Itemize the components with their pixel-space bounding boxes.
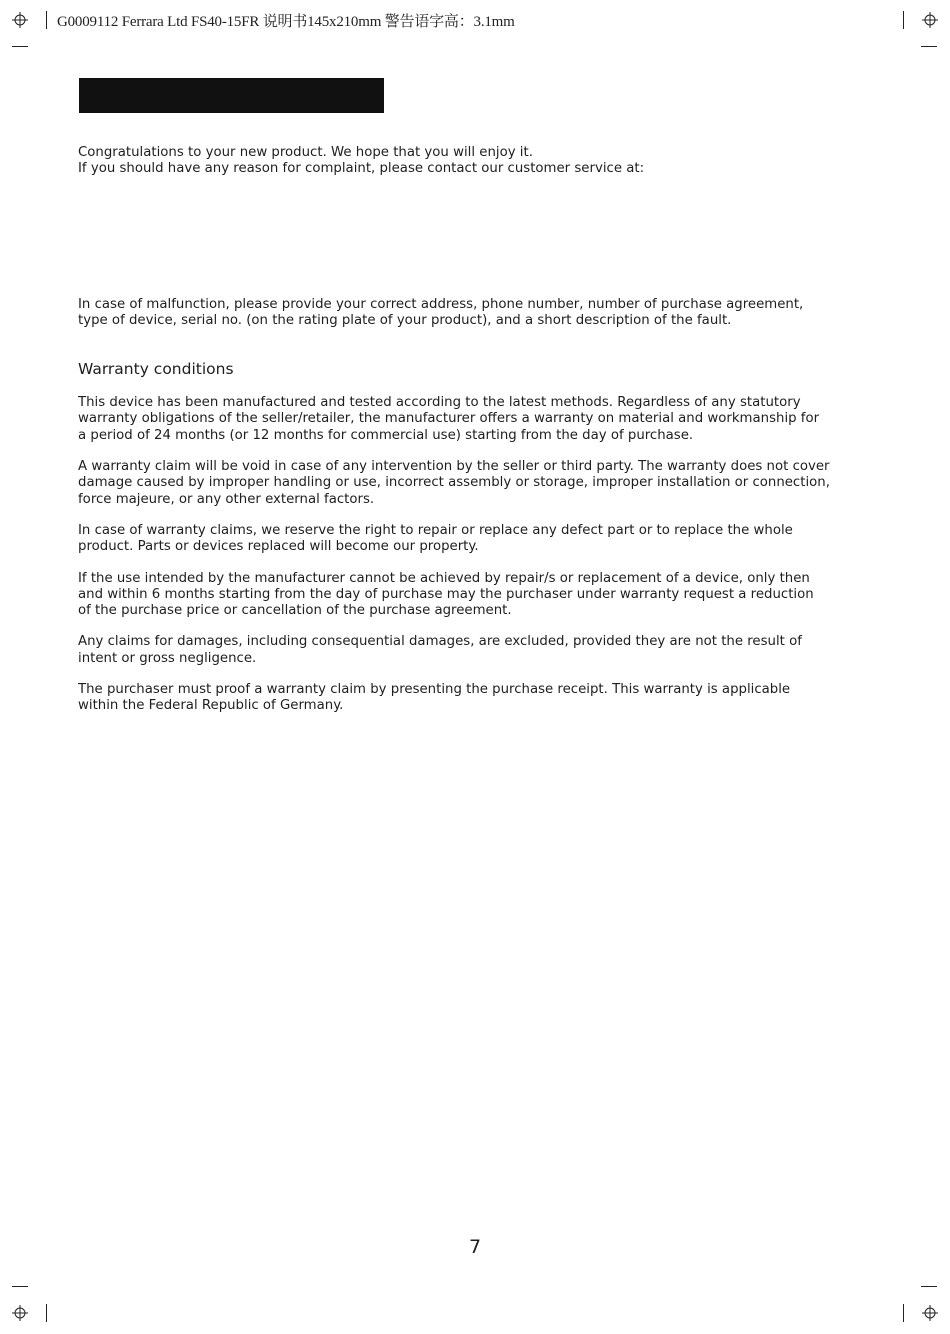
warranty-paragraph: A warranty claim will be void in case of any intervention by the seller or third party. The warranty does not cover damage caused by improper handling or use, incorrect assembly or storage, improper installation or connection, force majeure, or any other external factors. xyxy=(78,459,830,507)
crop-mark-top-left-horizontal xyxy=(12,46,28,47)
crop-mark-top-right-horizontal xyxy=(921,46,937,47)
warranty-title: Warranty conditions xyxy=(78,360,234,379)
intro-line-2: If you should have any reason for complaint, please contact our customer service at: xyxy=(78,161,645,177)
registration-mark-bottom-right-icon xyxy=(922,1305,938,1321)
crop-mark-bottom-right-horizontal xyxy=(921,1286,937,1287)
warranty-paragraph: Any claims for damages, including consequential damages, are excluded, provided they are not the result of intent or gross negligence. xyxy=(78,634,802,666)
intro-line-1: Congratulations to your new product. We hope that you will enjoy it. xyxy=(78,145,533,160)
crop-mark-bottom-right-vertical xyxy=(903,1304,904,1322)
crop-mark-bottom-left-horizontal xyxy=(12,1286,28,1287)
warranty-paragraph: In case of warranty claims, we reserve the right to repair or replace any defect part or to replace the whole product. Parts or devices replaced will become our property. xyxy=(78,522,793,555)
crop-mark-top-left-vertical xyxy=(46,11,47,29)
registration-mark-top-right-icon xyxy=(922,12,938,28)
section-header-bar xyxy=(79,78,384,113)
warranty-paragraph: This device has been manufactured and tested according to the latest methods. Regardless of any statutory warranty obligations of the seller/retailer, the manufacturer offers a warranty on material and workmanship for a period of 24 months (or 12 months for commercial use) starting from the day of purchase. xyxy=(78,395,820,443)
malfunction-paragraph: In case of malfunction, please provide your correct address, phone number, number of purchase agreement, type of device, serial no. (on the rating plate of your product), and a short description of the fault. xyxy=(78,296,804,328)
printer-slug-header: G0009112 Ferrara Ltd FS40-15FR 说明书145x210mm 警告语字高：3.1mm xyxy=(57,14,515,30)
crop-mark-top-right-vertical xyxy=(903,11,904,29)
warranty-paragraph: If the use intended by the manufacturer cannot be achieved by repair/s or replacement of a device, only then and within 6 months starting from the day of purchase may the purchaser under warranty request a reduction of the purchase price or cancellation of the purchase agreement. xyxy=(78,570,814,619)
page-content xyxy=(78,145,830,730)
registration-mark-bottom-left-icon xyxy=(12,1305,28,1321)
warranty-paragraph: The purchaser must proof a warranty claim by presenting the purchase receipt. This warranty is applicable within the Federal Republic of Germany. xyxy=(78,682,791,714)
crop-mark-bottom-left-vertical xyxy=(46,1304,47,1322)
registration-mark-top-left-icon xyxy=(12,12,28,28)
page-number: 7 xyxy=(468,1236,482,1258)
